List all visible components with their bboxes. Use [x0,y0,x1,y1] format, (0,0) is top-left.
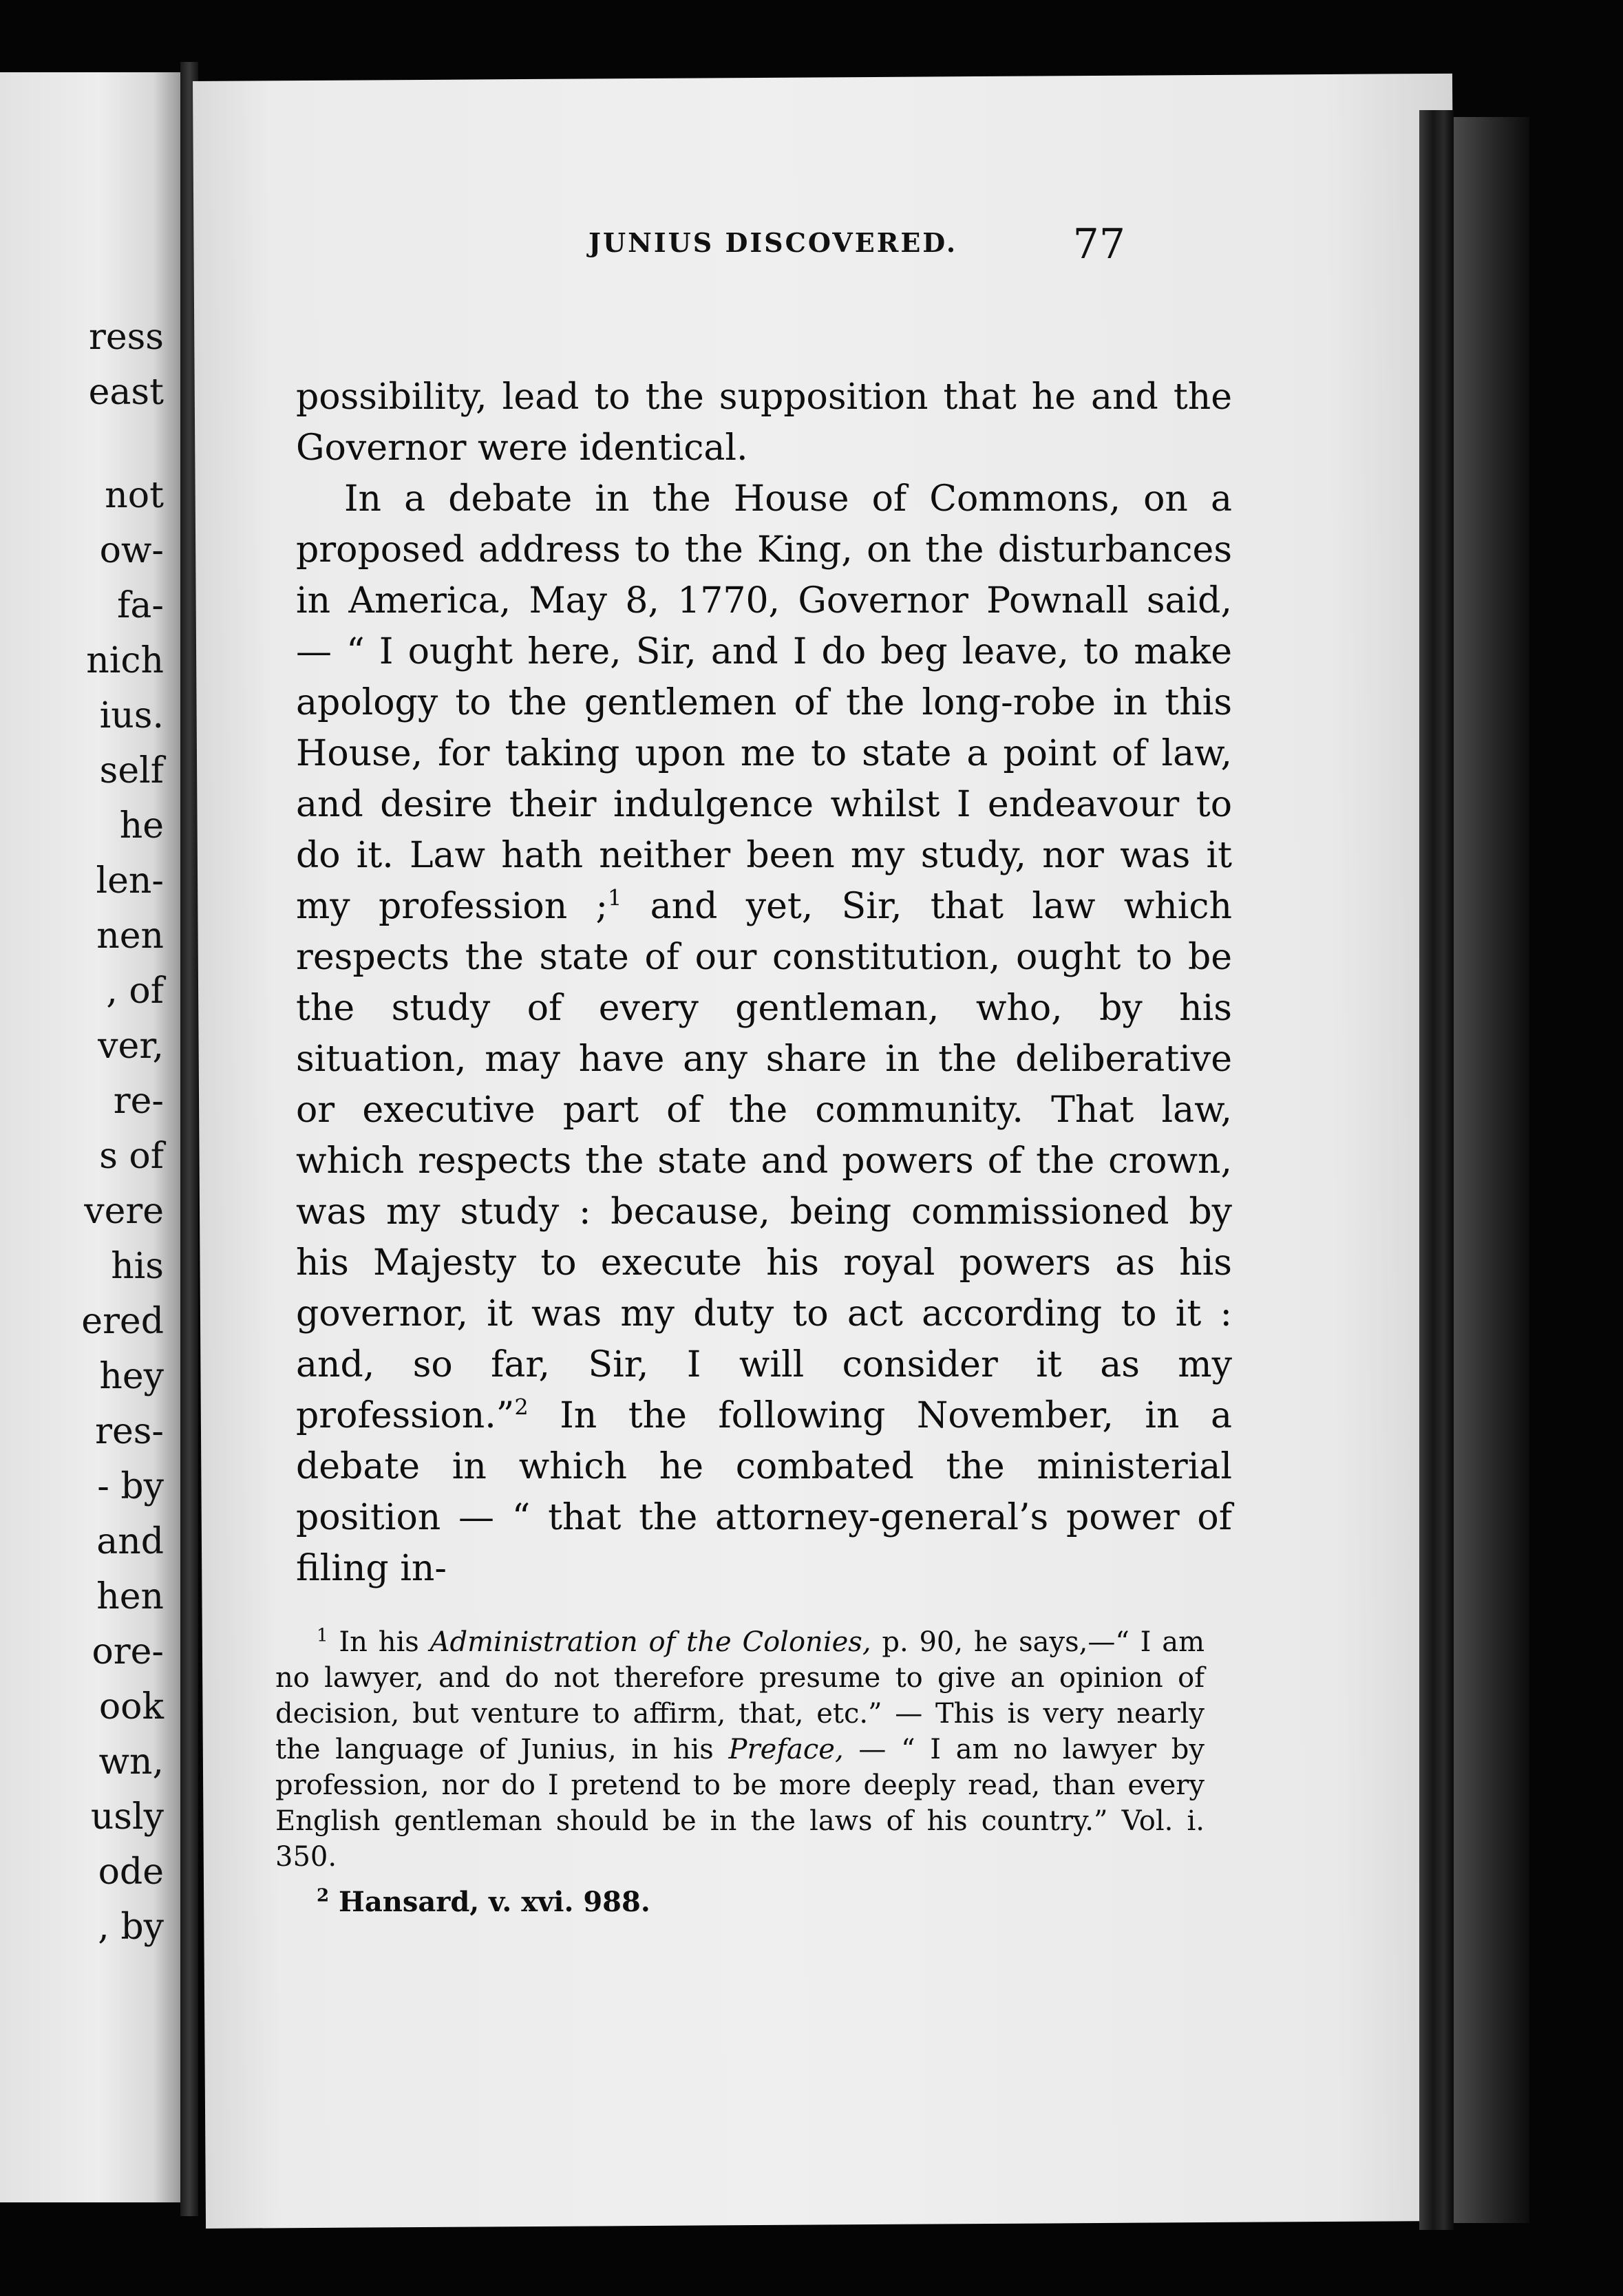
left-page-line: hey [99,1356,164,1397]
footnote-2 [275,1884,1205,1920]
left-page-line: usly [90,1796,164,1838]
footnotes [275,1624,1205,1920]
paragraph-2-part-a: In a debate in the House of Commons, on a proposed address to the King, on the disturbances in America, May 8, 1770, Governor Pownall said, — “ I ought here, Sir, and I do beg leave, to make apology to the gentlemen of the long-robe in this House, for taking upon me to state a point of law, and desire their indulgence whilst I endeavour to do it. Law hath neither been my study, nor was it my profession ; [296,478,1232,927]
footnote-1-text-b: p. 90, he says,—“ I am no lawyer, and do not therefore presume to give an opinion of decision, but venture to affirm, that, etc.” — This is very nearly the language of Junius, in his [275,1626,1205,1765]
left-page-line: hen [96,1576,164,1617]
left-page-line: res- [95,1411,164,1452]
paragraph-2 [296,474,1232,1594]
left-page-line: ress [88,317,164,358]
left-page-line: and [96,1521,164,1562]
left-page-line: vere [84,1191,164,1232]
footnote-1-text-c: — “ I am no lawyer by profession, nor do I pretend to be more deeply read, than every English gentleman should be in the laws of his country.” Vol. i. 350. [275,1734,1205,1873]
page-edge-shadow [1454,117,1529,2223]
left-page-line: ered [81,1301,164,1342]
footnote-1-marker: 1 [317,1625,328,1646]
paragraph-2-part-c: In the following November, in a debate in which he combated the ministerial position — “ that the attorney-general’s power of filing in- [296,1395,1232,1589]
page-header [396,220,1125,282]
left-page-line: , of [106,970,164,1012]
footnote-1-preface: Preface, [728,1734,844,1765]
left-page-line: not [105,475,164,516]
footnote-1-book-title: Administration of the Colonies, [429,1626,871,1658]
footnote-2-marker: 2 [317,1885,330,1906]
left-page-line: nen [96,915,164,957]
footnote-1 [275,1624,1205,1875]
footnote-ref-2: 2 [514,1394,529,1421]
left-page-line: re- [113,1081,164,1122]
left-page-line: s of [99,1136,164,1177]
left-page-line: self [99,750,164,791]
left-page-line: len- [96,860,164,902]
left-page-line: his [111,1246,164,1287]
page-number: 77 [1072,220,1125,268]
paragraph-1: possibility, lead to the supposition that he and the Governor were identical. [296,376,1232,469]
body-text [296,372,1232,1594]
left-page-line: ver, [98,1025,164,1067]
left-page-line: nich [86,640,164,681]
left-page-line: east [88,372,164,413]
left-page-line: ode [98,1851,164,1893]
left-page-line: ook [98,1686,164,1728]
left-page-line: ius. [99,695,164,736]
left-page-line: wn, [98,1741,164,1783]
left-facing-page [0,72,180,2202]
left-page-line: , by [98,1906,164,1948]
left-page-line: - by [97,1466,164,1507]
left-page-line: he [119,805,164,847]
footnote-2-text: Hansard, v. xvi. 988. [329,1886,650,1918]
running-head: JUNIUS DISCOVERED. [588,227,958,258]
page-edge [1419,110,1454,2230]
paragraph-2-part-b: and yet, Sir, that law which respects the state of our constitution, ought to be the study of every gentleman, who, by his situation, may have any share in the deliberative or executive part of the community. That law, which respects the state and powers of the crown, was my study : because, being commissioned by his Majesty to execute his royal powers as his governor, it was my duty to act according to it : and, so far, Sir, I will consider it as my profession.” [296,886,1232,1436]
footnote-ref-1: 1 [608,884,622,911]
left-page-line: fa- [117,585,164,626]
footnote-1-text-a: In his [328,1626,430,1658]
left-page-line: ow- [99,530,164,571]
left-page-line: ore- [92,1631,164,1672]
